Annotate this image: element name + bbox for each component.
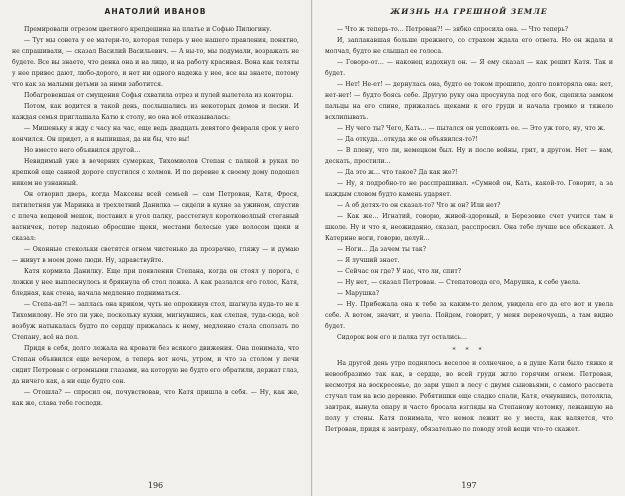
paragraph: Премировали отрезом цветного крепдешина на платье и Софью Пилюгину. xyxy=(24,26,272,33)
paragraph: — Ну. Прибежала она к тебе за каким-то делом, увидела его да его вот и увела себе. А вотом, значит, и увела. Пойдем, говорит, у меня переночуешь, а там видно будет. xyxy=(325,301,613,330)
paragraph: Сидорок вон его и палка тут остались… xyxy=(337,334,468,341)
paragraph: Но вместо него объявился другой… xyxy=(24,147,141,154)
paragraph: Катя кормила Данилку. Еще при появлении Степана, когда он стоял у порога, с ложки у нее выплеснулось и брякнула об стол ложка. А как разлался его голос, Катя, бледная, как стена, начала медленно подниматься. xyxy=(12,268,299,297)
paragraph: — Сейчас он где? У нас, что ли, спит? xyxy=(337,268,462,275)
paragraph: — Оконные стекольки светятся огнем чистенько да прозрачно, гляжу — и думаю — живут в моем доме люди. Ну, здравствуйте. xyxy=(12,246,299,264)
paragraph: — Да откуда…откуда же он объявился-то?! xyxy=(337,136,478,143)
paragraph: Побагровевшая от смущения Софья схватила отрез и пулей вылетела из конторы. xyxy=(24,92,294,99)
paragraph: Придя в себя, долго лежала на кровати без всякого движения. Она понимала, что Степан объявился еще вечером, а теперь вот ночь, утром, и что за столом у печи сидит Петрован с огромными глазами, на которую не будто его обратили, держат глаз, да ничего как, а ни еще будто сон. xyxy=(12,345,299,385)
left-page-text xyxy=(12,24,299,464)
paragraph: — Ну нет, — сказал Петрован. — Степатовода его, Марушка, к себе увела. xyxy=(337,279,581,286)
paragraph: Он отворил дверь, когда Максевы всей семьей — сам Петрован, Катя, Фрося, пятилетняя уж Маринка и трехлетний Данилка — сидели в кухне за ужином, спустив с плеча вещевой мешок, поставил в угол палку, расстегнул коротковолпый стеганый ватничек, потер ладонью обросшие щеки, местами белесые уже волосом щеки и сказал: xyxy=(12,191,299,242)
paragraph: — Да это ж… что такое? Да как же?! xyxy=(337,169,458,176)
paragraph: — Отошла? — спросил он, почувствовав, что Катя пришла в себя. — Ну, как же, как же, слава тебе господи. xyxy=(12,389,299,407)
paragraph: Потом, как водится в такой день, послышались из некоторых домов и песни. И каждая семья приглашала Катю к столу, но она всё отказывалась: xyxy=(12,103,299,121)
paragraph: Невидимый уже в вечерних сумерках, Тихомиолов Степан с палкой в руках по крепкой еще санной дороге спустился с холмов. И по деревне к своему дому подошел никем не узнанный. xyxy=(12,158,299,187)
paragraph: — А об детях-то он сказал-то? Что ж он? Или нет? xyxy=(337,202,501,209)
paragraph: — Мишеньку я жду с часу на час, еще ведь двадцать девятого февраля срок у него кончился. Он придет, а я выпившая, да ни бы, что вы! xyxy=(12,125,299,143)
paragraph: — Я лучший знает. xyxy=(337,257,400,264)
paragraph: — Нет! Не-ет! — дернулась она, будто ее током прошило, долго повторяла она: нет, нет-нет! — будто боясь себе. Другую руку она просунула под его бок, сцепила замком пальцы на его спине, прижалась щеками к его груди и начала громко и тяжело всхлипывать. xyxy=(325,81,613,121)
paragraph: На другой день утро поднялось веселое и солнечное, а в душе Кати было тяжко и невообразимо так как, в сердце, во всей груди жгло горячим огнем. Петрован, несмотря на воскресенье, до зари ушел в лесу с двумя сыновьями, с самого рассвета стучал там на всю деревню. Ребятишки еще сладко спали, Катя, очнувшись, потолкла, завтрак, вынула опару и часто бросала взгляды на Степанову котомку, лежавшую на полу у стены. Катя понимала, что немок лежит не у места, как валяется, что Петрован, придя к завтраку, обязательно по поводу этой вещи что-то скажет. xyxy=(325,360,613,433)
paragraph: — Степа-ан?! — заплась она криком, чуть не опрокинув стол, шагнула куда-то не к Тихомилову. Не это ли уже, поскольку кухни, мигнувшись, как слепая, туда-сюда, всё возбуж натыкалась будто по сердцу прижалась к нему, медленно стала сползать по Степану, всё на пол. xyxy=(12,301,299,341)
paragraph: — Ноги… Да зачем ты так? xyxy=(337,246,427,253)
right-page xyxy=(313,0,625,496)
paragraph: — Марушка? xyxy=(337,290,380,297)
right-page-text xyxy=(325,24,613,464)
paragraph: — Как же… Игнатий, говорю, живой-здоровый, в Березовке счет учится там в школе. Ну и что я, неожиданно, сказал, расспросил. Она тебе лучше все обскажет. А Катерине ноги, говорю, целуй… xyxy=(325,213,613,242)
paragraph: — В плену, что ли, немецком был. Ну и после войны, грит, в другом. Нет — вам, дескать, простили… xyxy=(325,147,613,165)
paragraph: — Ну, я подробно-то не расспрашивал. «Сумной он, Кать, какой-то. Говорит, а за каждым словом будто камень ударяет. xyxy=(325,180,613,198)
section-separator: * * * xyxy=(452,347,486,354)
running-head-title: ЖИЗНЬ НА ГРЕШНОЙ ЗЕМЛЕ xyxy=(390,7,548,16)
paragraph: И, заплакавшая больше прежнего, со страхом ждала его ответа. Но он ждала и молчал, будто не слышал ее голоса. xyxy=(325,37,613,55)
left-page xyxy=(0,0,312,496)
page-number: 197 xyxy=(461,481,477,490)
running-head-author: АНАТОЛИЙ ИВАНОВ xyxy=(104,7,207,16)
paragraph: — Ну чего ты? Чего, Кать… — пытался он успокоить ее. — Это уж того, ну, что ж. xyxy=(337,125,606,132)
page-number: 196 xyxy=(147,481,164,490)
paragraph: — Что ж теперь-то… Петрован?! — зябко спросила она. — Что теперь? xyxy=(337,26,568,33)
paragraph: — Тут мы совета у ее матери-то, которая теперь у нее нашего правления, понятно, не спрашивали, — сказал Василий Васильевич. — А вы-то, мы подумали, возражать не будете. Все вы знаете, что денка она и на лицо, и на работу красивая. Вона как теляты у нее привес дают, любо-дорого, и нет ни одного надежа у нее, все вы знаете, потому что как за малыми детьми за ними заботится. xyxy=(12,37,299,88)
paragraph: — Говоро-от… — наконец вздохнул он. — Я ему сказал — как решит Катя. Так и будет. xyxy=(325,59,613,77)
